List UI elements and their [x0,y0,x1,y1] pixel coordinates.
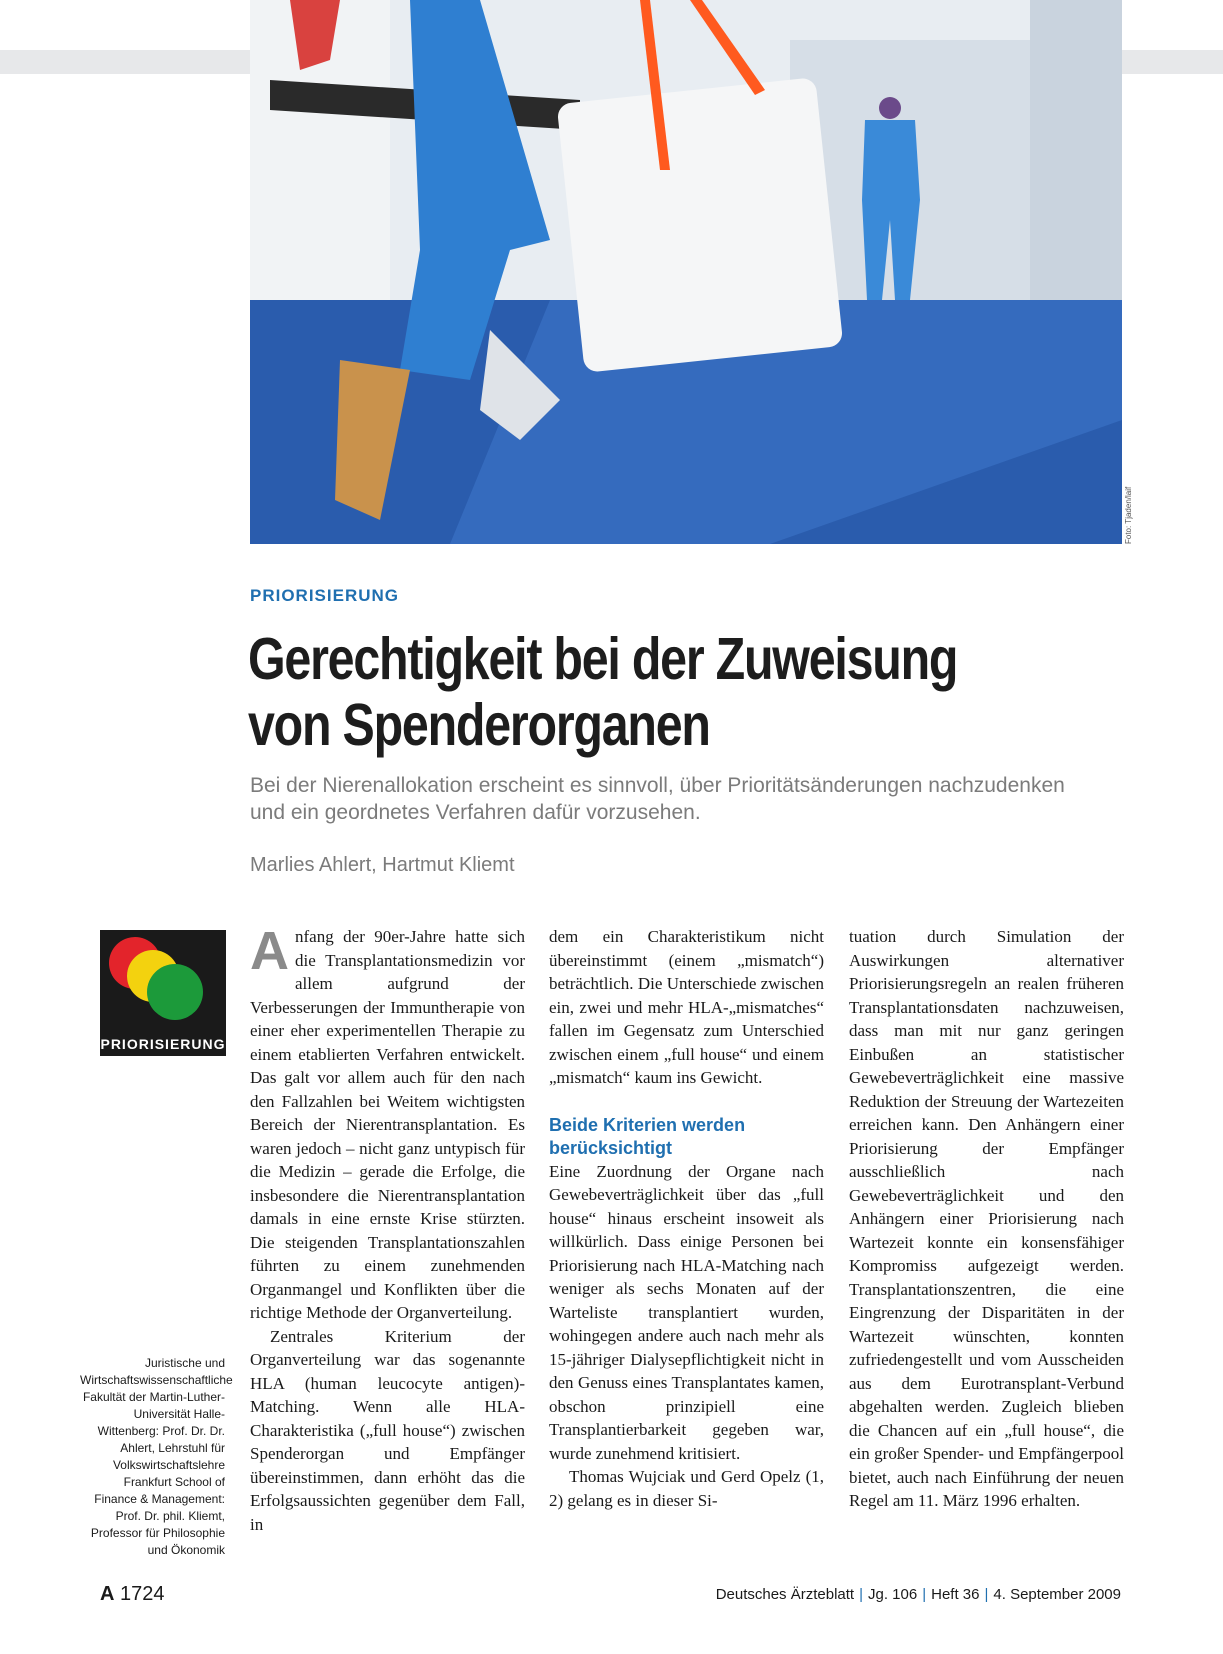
article-lead: Bei der Nierenallokation erscheint es sinnvoll, über Prioritätsänderungen nachzudenken und ein geordnetes Verfahren dafür vorzusehen. [250,774,1065,824]
article-authors: Marlies Ahlert, Hartmut Kliemt [250,854,515,876]
page-number-value: 1724 [120,1583,165,1605]
top-grey-band-left [0,50,250,74]
logo-label: PRIORISIERUNG [100,1036,226,1052]
top-grey-band-right [1122,50,1223,74]
text-column-3 [849,925,1124,1513]
paragraph [250,921,525,1325]
paragraph: Zentrales Kriterium der Organverteilung war das sogenannte HLA (human leucocyte antigen)-Matching. Wenn alle HLA-Charakteristika („full house“) zwischen Spenderorgan und Empfänger übereinstimmen, dann erhöht das die Erfolgsaussichten gegenüber dem Fall, in [250,1326,525,1534]
journal-name: Deutsches Ärzteblatt [715,1586,855,1603]
text-column-2 [549,925,824,1512]
journal-issue: Heft 36 [931,1586,980,1603]
hospital-corridor-illustration [250,0,1122,544]
page-prefix: A [100,1583,115,1605]
footer-divider: | [859,1586,863,1603]
text-column-1 [250,921,525,1536]
paragraph: Eine Zuordnung der Organe nach Gewebeverträglichkeit über das „full house“ hinaus erscheint insoweit als willkürlich. Dass einige Personen bei Priorisierung nach HLA-Matching nach weniger als sechs Monaten auf der Warteliste transplantiert wurden, wohingegen andere auch nach mehr als 15-jähriger Dialysepflichtigkeit nicht in den Genuss eines Transplantates kamen, obschon prinzipiell eine Transplantierbarkeit gegeben war, wurde zunehmend kritisiert. [549,1161,824,1463]
priorisierung-logo [100,930,226,1056]
journal-volume: Jg. 106 [868,1586,918,1603]
paragraph: Thomas Wujciak und Gerd Opelz (1, 2) gelang es in dieser Si- [549,1467,824,1510]
title-line-2: von Spenderorganen [248,692,710,758]
article-title [248,626,1109,758]
section-subhead: Beide Kriterien werden berücksichtigt [549,1114,746,1158]
photo-credit [1124,488,1136,544]
author-affiliation: Juristische und Wirtschaftswissenschaftliche Fakultät der Martin-Luther-Universität Halle-Wittenberg: Prof. Dr. Dr. Ahlert, Lehrstuhl für Volkswirtschaftslehre Frankfurt School of Finance & Management: Prof. Dr. phil. Kliemt, Professor für Philosophie und Ökonomik [80,1356,233,1557]
paragraph: dem ein Charakteristikum nicht übereinstimmt (einem „mismatch“) beträchtlich. Die Unterschiede zwischen ein, zwei und mehr HLA-„mismatches“ fallen im Gegensatz zum Unterschied zwischen einem „full house“ und einem „mismatch“ kaum ins Gewicht. [549,927,824,1087]
journal-footer [716,1586,1121,1603]
photo-credit-text: Foto: Tjaden/laif [1124,486,1133,544]
title-line-1: Gerechtigkeit bei der Zuweisung [248,626,958,692]
paragraph: tuation durch Simulation der Auswirkungen alternativer Priorisierungsregeln an realen früheren Transplantationsdaten nachzuweisen, dass man mit nur ganz geringen Einbußen an statistischer Gewebeverträglichkeit eine massive Reduktion der Streuung der Wartezeiten erreichen kann. Den Anhängern einer Priorisierung der Empfänger ausschließlich nach Gewebeverträglichkeit und den Anhängern einer Priorisierung nach Wartezeit konnte ein konsensfähiger Kompromiss aufgezeigt werden. Transplantationszentren, die eine Eingrenzung der Disparitäten in der Wartezeit wünschten, konnten zufriedengestellt und vom Ausscheiden aus dem Eurotransplant-Verbund abgehalten werden. Zugleich blieben die Chancen auf ein „full house“, die ein großer Spender- und Empfängerpool bietet, auch nach Einführung der neuen Regel am 11. März 1996 erhalten. [849,927,1124,1510]
footer-divider: | [984,1586,989,1603]
footer-divider: | [922,1586,927,1603]
article-kicker: PRIORISIERUNG [250,586,400,605]
paragraph-text: nfang der 90er-Jahre hatte sich die Transplantationsmedizin vor allem aufgrund der Verbesserungen der Immuntherapie von einer eher experimentellen Therapie zu einem etablierten Verfahren entwickelt. Das galt vor allem auch für den nach den Fallzahlen bei Weitem wichtigsten Bereich der Nierentransplantation. Es waren jedoch – nicht ganz untypisch für die Medizin – gerade die Erfolge, die insbesondere die Nierentransplantation damals in eine ernste Krise stürzten. Die steigenden Transplantationszahlen führten zu einem zunehmenden Organmangel und Konflikten über die richtige Methode der Organverteilung. [250,927,525,1322]
drop-cap: A [250,921,289,981]
page-number [100,1583,165,1606]
hero-photo [250,0,1122,544]
journal-date: 4. September 2009 [993,1586,1121,1603]
